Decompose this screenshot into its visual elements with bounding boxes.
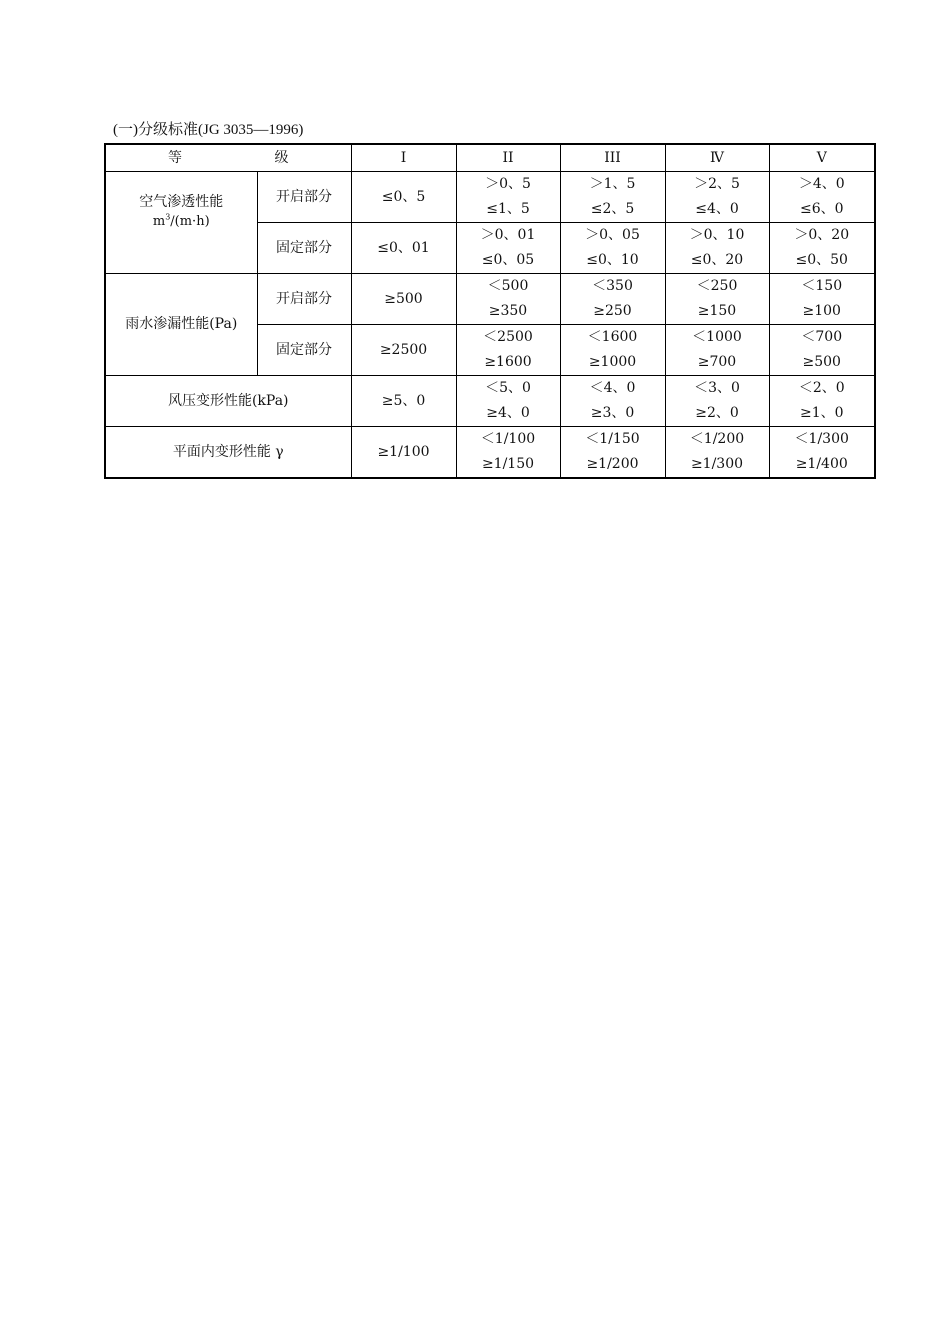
wind-pressure-label: 风压变形性能(kPa)	[105, 376, 351, 427]
level-header: III	[560, 144, 665, 172]
value-cell: ＜1/300 ≥1/400	[769, 427, 875, 479]
wind-level-1: ≥5、0	[351, 376, 456, 427]
level-header: I	[351, 144, 456, 172]
value-cell: ＜250 ≥150	[665, 274, 769, 325]
rain-open-level-1: ≥500	[351, 274, 456, 325]
plane-level-1: ≥1/100	[351, 427, 456, 479]
grading-standard-table	[104, 143, 876, 479]
table-caption: (一)分级标准(JG 3035—1996)	[113, 122, 304, 138]
value-cell: ＜2500 ≥1600	[456, 325, 560, 376]
table-row	[105, 427, 875, 479]
value-cell: ＜1600 ≥1000	[560, 325, 665, 376]
header-row	[105, 144, 875, 172]
value-cell: ＜1/200 ≥1/300	[665, 427, 769, 479]
value-cell: ＞0、10 ≤0、20	[665, 223, 769, 274]
rain-open-part-label: 开启部分	[257, 274, 351, 325]
rain-fixed-level-1: ≥2500	[351, 325, 456, 376]
air-open-part-label: 开启部分	[257, 172, 351, 223]
value-cell: ＜1/100 ≥1/150	[456, 427, 560, 479]
value-cell: ＜150 ≥100	[769, 274, 875, 325]
value-cell: ＜1000 ≥700	[665, 325, 769, 376]
value-cell: ＞0、05 ≤0、10	[560, 223, 665, 274]
table-row	[105, 376, 875, 427]
grade-header-left: 等	[168, 150, 182, 166]
value-cell: ＞2、5 ≤4、0	[665, 172, 769, 223]
table-row	[105, 172, 875, 223]
value-cell: ＜700 ≥500	[769, 325, 875, 376]
value-cell: ＜500 ≥350	[456, 274, 560, 325]
air-fixed-part-label: 固定部分	[257, 223, 351, 274]
value-cell: ＜2、0 ≥1、0	[769, 376, 875, 427]
level-header: V	[769, 144, 875, 172]
air-permeability-label: 空气渗透性能	[139, 194, 224, 210]
value-cell: ＞0、01 ≤0、05	[456, 223, 560, 274]
grade-header-right: 级	[274, 150, 289, 166]
value-cell: ＞1、5 ≤2、5	[560, 172, 665, 223]
value-cell: ＜4、0 ≥3、0	[560, 376, 665, 427]
value-cell: ＞4、0 ≤6、0	[769, 172, 875, 223]
value-cell: ＞0、20 ≤0、50	[769, 223, 875, 274]
table-row	[105, 274, 875, 325]
grade-header-cell	[105, 144, 351, 172]
value-cell: ＜3、0 ≥2、0	[665, 376, 769, 427]
level-header: Ⅳ	[665, 144, 769, 172]
air-permeability-label-cell	[105, 172, 257, 274]
value-cell: ＜5、0 ≥4、0	[456, 376, 560, 427]
air-permeability-unit: $m^3/(m\cdot h)$	[152, 212, 210, 229]
air-fixed-level-1: ≤0、01	[351, 223, 456, 274]
value-cell: ＞0、5 ≤1、5	[456, 172, 560, 223]
level-header: II	[456, 144, 560, 172]
rain-leakage-label: 雨水渗漏性能(Pa)	[105, 274, 257, 376]
value-cell: ＜1/150 ≥1/200	[560, 427, 665, 479]
rain-fixed-part-label: 固定部分	[257, 325, 351, 376]
value-cell: ＜350 ≥250	[560, 274, 665, 325]
air-open-level-1: ≤0、5	[351, 172, 456, 223]
in-plane-deformation-label: 平面内变形性能 γ	[105, 427, 351, 479]
